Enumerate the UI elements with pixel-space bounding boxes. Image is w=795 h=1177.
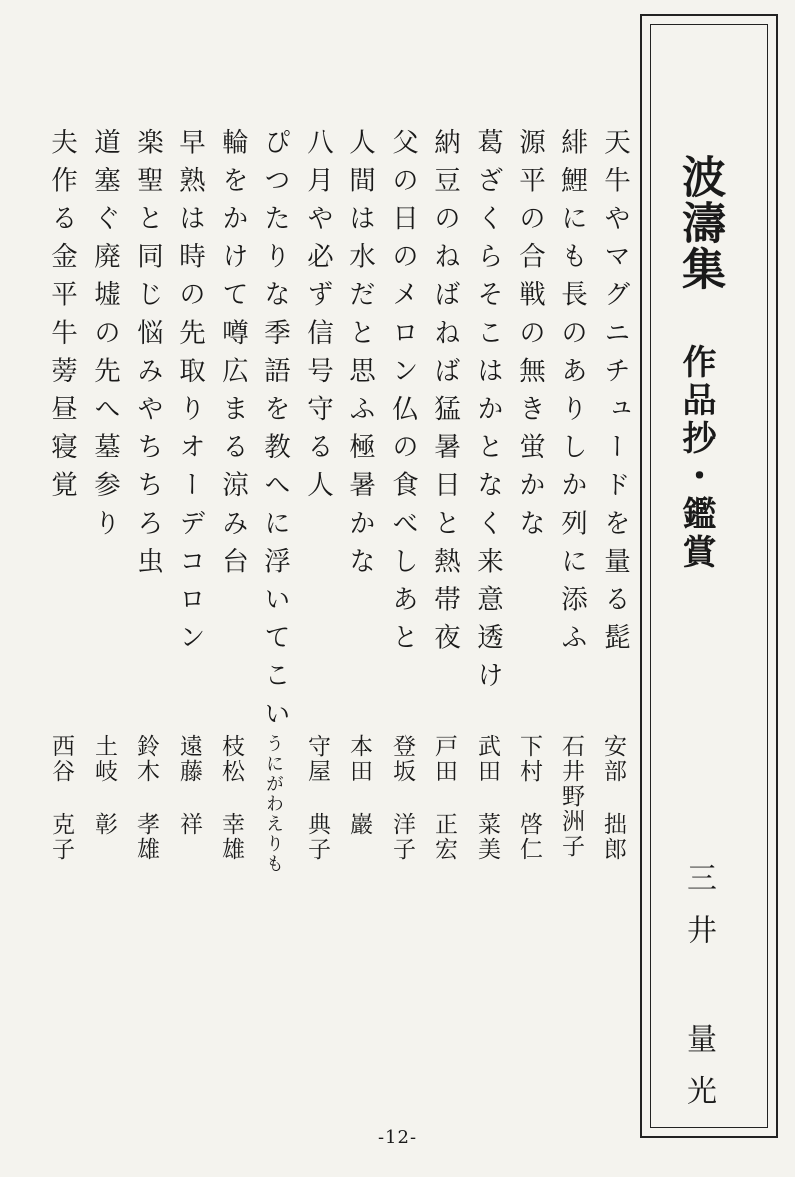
poet-10: 枝松 幸雄: [218, 734, 244, 862]
haiku-11: 早熟は時の先取りオーデコロン: [174, 128, 205, 662]
haiku-9: ぴつたりな季語を教へに浮いてこい: [259, 128, 290, 738]
series-title: 波濤集: [674, 154, 725, 292]
section-title: 作品抄・鑑賞: [676, 344, 716, 572]
page-number: -12-: [377, 1127, 418, 1148]
haiku-4: 葛ざくらそこはかとなく来意透け: [472, 128, 503, 700]
poet-3: 下村 啓仁: [516, 734, 542, 862]
haiku-14: 夫作る金平牛蒡昼寝覚: [46, 128, 77, 509]
haiku-10: 輪をかけて噂広まる涼み台: [217, 128, 248, 586]
author-name: 三井 量光: [681, 862, 716, 1127]
poet-2: 石井野洲子: [558, 734, 584, 859]
haiku-3: 源平の合戦の無き蛍かな: [514, 128, 545, 548]
poet-8: 守屋 典子: [304, 734, 330, 862]
haiku-2: 緋鯉にも長のありしか列に添ふ: [556, 128, 587, 662]
haiku-1: 天牛やマグニチュードを量る髭: [599, 128, 630, 662]
poet-5: 戸田 正宏: [431, 734, 457, 862]
poet-7: 本田 巖: [346, 734, 372, 837]
haiku-12: 楽聖と同じ悩みやちちろ虫: [132, 128, 163, 586]
poet-13: 土岐 彰: [91, 734, 117, 837]
poet-11: 遠藤 祥: [176, 734, 202, 837]
haiku-8: 八月や必ず信号守る人: [302, 128, 333, 509]
poet-9: うにがわえりも: [263, 734, 284, 874]
poet-4: 武田 菜美: [474, 734, 500, 862]
poet-12: 鈴木 孝雄: [133, 734, 159, 862]
haiku-5: 納豆のねばねば猛暑日と熱帯夜: [429, 128, 460, 662]
haiku-13: 道塞ぐ廃墟の先へ墓参り: [89, 128, 120, 548]
poet-14: 西谷 克子: [48, 734, 74, 862]
poet-1: 安部 拙郎: [600, 734, 626, 862]
poet-6: 登坂 洋子: [389, 734, 415, 862]
haiku-7: 人間は水だと思ふ極暑かな: [344, 128, 375, 586]
haiku-6: 父の日のメロン仏の食べしあと: [387, 128, 418, 662]
